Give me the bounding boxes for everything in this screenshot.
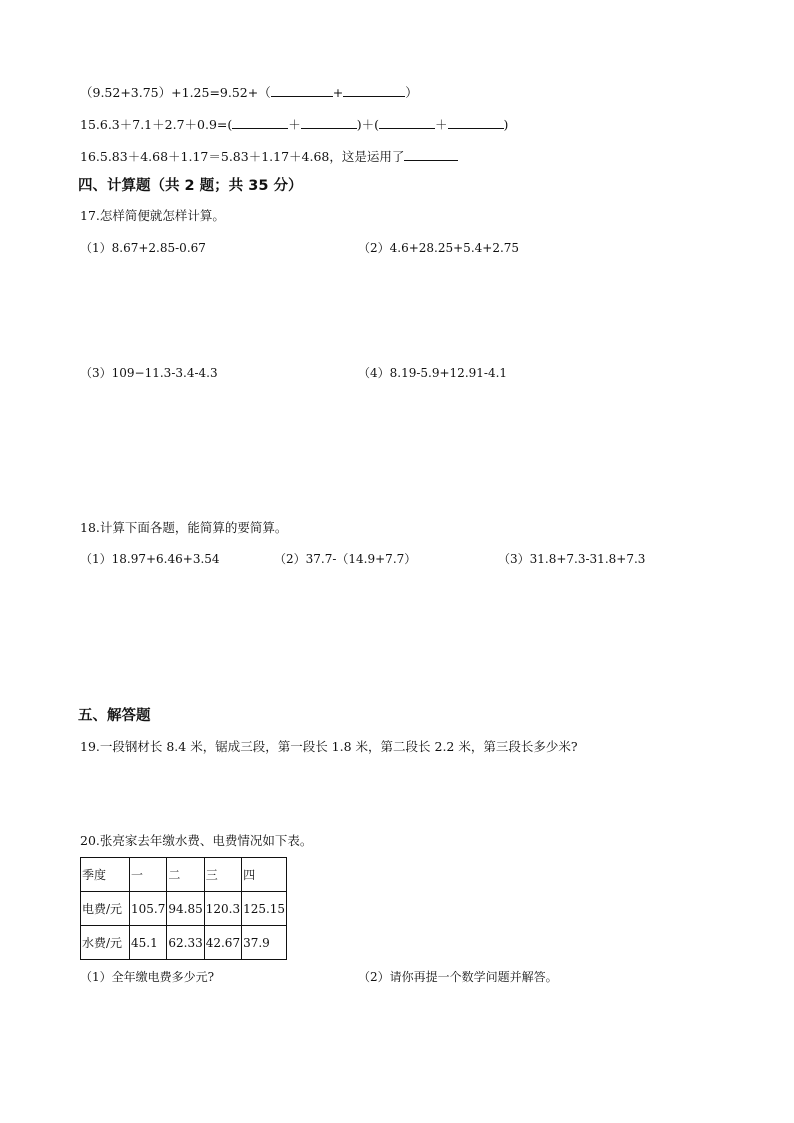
table-cell: 37.9: [242, 926, 287, 960]
table-cell: 42.67: [204, 926, 241, 960]
question-20-sub-2: （2）请你再提一个数学问题并解答。: [358, 970, 558, 984]
table-header-cell: 四: [242, 858, 287, 892]
answer-blank[interactable]: [232, 116, 288, 129]
question-17-item-1: （1）8.67+2.85-0.67: [80, 241, 206, 255]
table-row: [81, 926, 287, 960]
answer-blank[interactable]: [301, 116, 357, 129]
table-cell: 94.85: [167, 892, 204, 926]
table-cell: 62.33: [167, 926, 204, 960]
section-heading-calculation: 四、计算题（共 2 题；共 35 分）: [78, 178, 303, 194]
fill-question-15: 15.6.3＋7.1＋2.7＋0.9=( ＋ )＋( ＋ ): [80, 117, 509, 132]
question-18-title: 18.计算下面各题，能简算的要简算。: [80, 520, 288, 535]
table-row: [81, 858, 287, 892]
answer-blank[interactable]: [271, 84, 333, 97]
fill-question-16: 16.5.83＋4.68＋1.17＝5.83＋1.17＋4.68，这是运用了: [80, 148, 458, 165]
table-header-cell: 二: [167, 858, 204, 892]
answer-blank[interactable]: [379, 116, 435, 129]
fee-table: [80, 857, 287, 960]
table-cell: 45.1: [130, 926, 167, 960]
question-18-item-3: （3）31.8+7.3-31.8+7.3: [498, 552, 646, 566]
question-20-sub-1: （1）全年缴电费多少元?: [80, 970, 215, 984]
question-17-item-2: （2）4.6+28.25+5.4+2.75: [358, 241, 520, 255]
answer-blank[interactable]: [343, 84, 405, 97]
table-row: [81, 892, 287, 926]
table-cell: 120.3: [204, 892, 241, 926]
question-17-title: 17.怎样简便就怎样计算。: [80, 208, 225, 223]
table-cell: 105.7: [130, 892, 167, 926]
table-header-cell: 一: [130, 858, 167, 892]
question-18-item-1: （1）18.97+6.46+3.54: [80, 552, 220, 566]
question-17-item-4: （4）8.19-5.9+12.91-4.1: [358, 366, 508, 380]
table-cell: 电费/元: [81, 892, 130, 926]
question-19: 19.一段钢材长 8.4 米，锯成三段，第一段长 1.8 米，第二段长 2.2 米，第三段长多少米?: [80, 739, 578, 754]
table-cell: 125.15: [242, 892, 287, 926]
answer-blank[interactable]: [448, 116, 504, 129]
question-17-item-3: （3）109−11.3-3.4-4.3: [80, 366, 218, 380]
table-cell: 水费/元: [81, 926, 130, 960]
question-20-title: 20.张亮家去年缴水费、电费情况如下表。: [80, 833, 313, 848]
question-18-item-2: （2）37.7-（14.9+7.7）: [274, 552, 417, 566]
fill-question-associative: （9.52+3.75）+1.25=9.52+（ + ）: [80, 85, 418, 100]
table-header-cell: 三: [204, 858, 241, 892]
section-heading-word-problems: 五、解答题: [78, 708, 151, 724]
answer-blank[interactable]: [404, 148, 458, 161]
table-header-cell: 季度: [81, 858, 130, 892]
